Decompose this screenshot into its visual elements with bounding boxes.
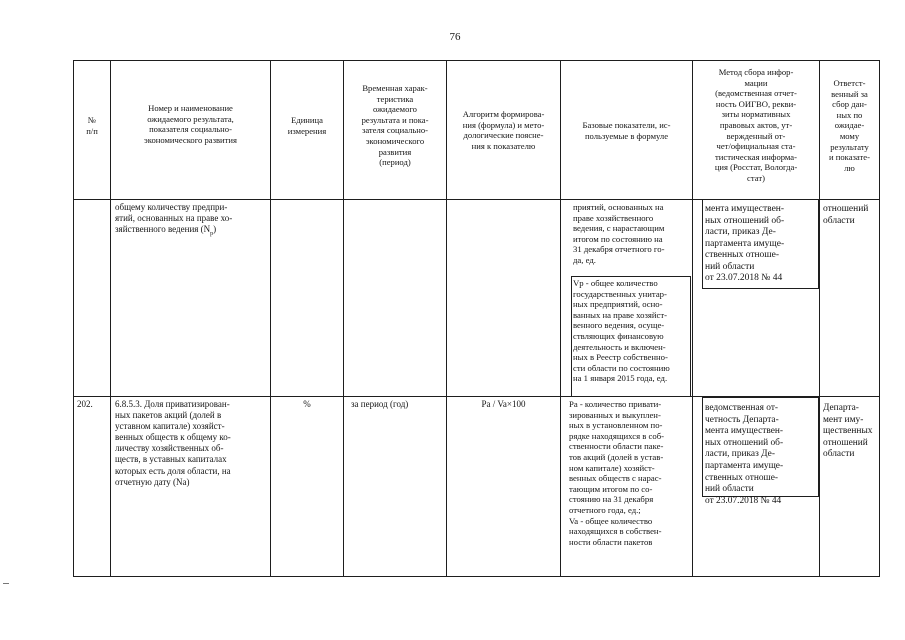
header-algorithm: Алгоритм формирова- ния (формула) и мето- дологические поясне- ния к показателю	[462, 109, 545, 151]
row-formula: Pa / Va×100	[481, 399, 526, 409]
row-responsible: Департа- мент иму- щественных отношений области	[823, 403, 873, 460]
row-continuation-base-second: Vp - общее количество государственных унитар- ных предприятий, осно- ванных на праве хозяйст- венного ведения, осуще- ствляющих финансовую деятельность и включен- ных в Реестр собственно- сти области по состоянию на 1 января 2015 года, ед.	[573, 278, 670, 384]
header-method: Метод сбора инфор- мации (ведомственная отчет- ность ОИГВО, рекви- зиты нормативных правовых актов, ут- вержденный от- чет/официальная ста- тистическая информа- ция (Росстат, Вологда- стат)	[714, 67, 798, 183]
row-continuation-responsible: отношений области	[823, 204, 869, 226]
page-number: 76	[449, 31, 461, 43]
row-method: ведомственная от- четность Департа- мента имуществен- ных отношений об- ласти, приказ Де- партамента имуще- ственных отноше- ний области от 23.07.2018 № 44	[705, 403, 784, 506]
header-name: Номер и наименование ожидаемого результата, показателя социально- экономического развития	[144, 103, 237, 145]
header-time: Временная харак- теристика ожидаемого результата и пока- зателя социально- экономического развития (период)	[361, 83, 429, 168]
header-num: № п/п	[86, 115, 98, 136]
row-continuation-base: приятий, основанных на праве хозяйственного ведения, с нарастающим итогом по состоянию на 31 декабря отчетного го- да, ед.	[573, 202, 665, 265]
scan-mark	[3, 583, 9, 584]
row-continuation-method: мента имуществен- ных отношений об- ласти, приказ Де- партамента имуще- ственных отноше- ний области от 23.07.2018 № 44	[705, 204, 785, 283]
row-name: 6.8.5.3. Доля приватизирован- ных пакетов акций (долей в уставном капитале) хозяйст- венных обществ к общему ко- личеству хозяйственных об- ществ, в уставных капиталах которых есть доля области, на отчетную дату (Na)	[115, 399, 231, 487]
row-unit: %	[303, 399, 311, 409]
row-period: за период (год)	[351, 399, 409, 409]
header-unit: Единица измерения	[287, 115, 327, 136]
row-base: Pa - количество привати- зированных и выкуплен- ных в установленном по- рядке находящихся в соб- ственности области паке- тов акций (долей в устав- ном капитале) хозяйст- венных обществ с нарас- тающим итогом по со- стоянию на 31 декабря отчетного года, ед.; Va - общее количество находящихся в собствен- ности области пакетов	[569, 399, 665, 547]
row-number: 202.	[77, 399, 93, 409]
header-responsible: Ответст- венный за сбор дан- ных по ожидае- мому результату и показате- лю	[829, 78, 870, 173]
row-continuation-name: общему количеству предпри- ятий, основанных на праве хо- зяйственного ведения $(N_p)$	[115, 202, 233, 237]
header-base: Базовые показатели, ис- пользуемые в формуле	[582, 120, 671, 141]
